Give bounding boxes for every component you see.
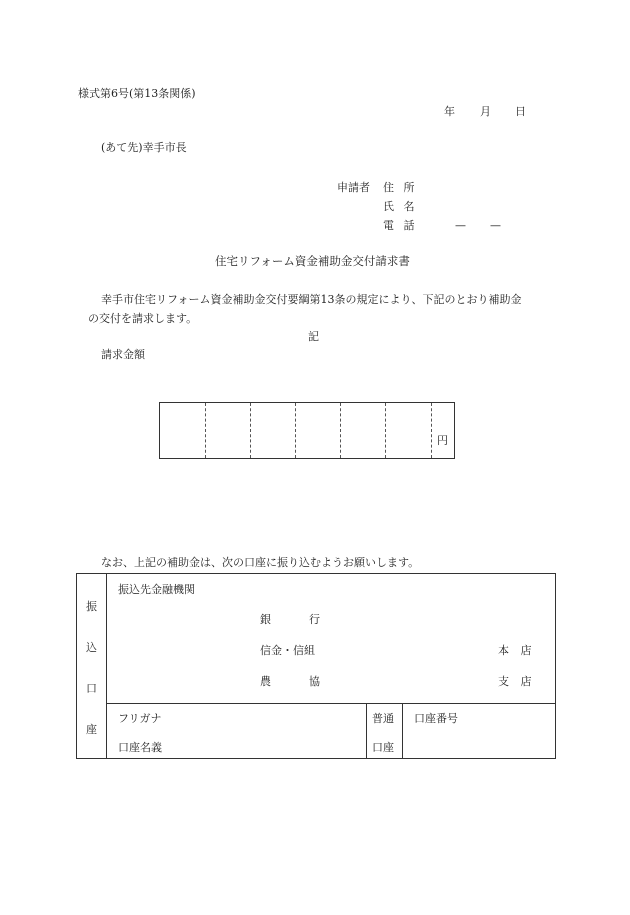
amount-label: 請求金額 bbox=[101, 348, 145, 361]
ki-mark: 記 bbox=[308, 330, 319, 343]
bank-table bbox=[76, 573, 556, 759]
document-title: 住宅リフォーム資金補助金交付請求書 bbox=[215, 254, 410, 268]
divider bbox=[366, 703, 367, 758]
account-holder-label: 口座名義 bbox=[118, 741, 162, 754]
form-number: 様式第6号(第13条関係) bbox=[78, 87, 196, 100]
date-year: 年 bbox=[444, 105, 455, 118]
address-label: 住 所 bbox=[383, 181, 415, 194]
amount-divider bbox=[431, 403, 432, 458]
bank-type-bank-2: 行 bbox=[309, 613, 320, 626]
side-char: 口 bbox=[86, 682, 97, 695]
body-line-1: 幸手市住宅リフォーム資金補助金交付要綱第13条の規定により、下記のとおり補助金 bbox=[101, 293, 522, 306]
name-label: 氏 名 bbox=[383, 200, 415, 213]
account-type-koza: 口座 bbox=[372, 741, 394, 754]
account-type-ordinary: 普通 bbox=[372, 712, 394, 725]
divider bbox=[106, 574, 107, 758]
head-office-label: 本 店 bbox=[498, 644, 532, 657]
phone-dash-1: — bbox=[455, 219, 466, 232]
side-char: 振 bbox=[86, 600, 97, 613]
furigana-label: フリガナ bbox=[118, 712, 162, 725]
amount-divider bbox=[205, 403, 206, 458]
phone-dash-2: — bbox=[490, 219, 501, 232]
side-char: 込 bbox=[86, 641, 97, 654]
bank-type-bank-1: 銀 bbox=[260, 613, 271, 626]
bank-type-nokyo-2: 協 bbox=[309, 675, 320, 688]
transfer-note: なお、上記の補助金は、次の口座に振り込むようお願いします。 bbox=[101, 556, 420, 569]
date-month: 月 bbox=[480, 105, 491, 118]
amount-unit: 円 bbox=[437, 434, 448, 447]
amount-divider bbox=[250, 403, 251, 458]
bank-type-shinkin: 信金・信組 bbox=[260, 644, 315, 657]
bank-type-nokyo-1: 農 bbox=[260, 675, 271, 688]
amount-divider bbox=[295, 403, 296, 458]
side-char: 座 bbox=[86, 723, 97, 736]
phone-label: 電 話 bbox=[383, 219, 415, 232]
institution-label: 振込先金融機関 bbox=[118, 583, 195, 596]
account-number-label: 口座番号 bbox=[414, 712, 458, 725]
date-day: 日 bbox=[515, 105, 526, 118]
divider bbox=[106, 703, 555, 704]
addressee: (あて先)幸手市長 bbox=[101, 141, 187, 154]
body-line-2: の交付を請求します。 bbox=[88, 312, 198, 325]
divider bbox=[402, 703, 403, 758]
branch-label: 支 店 bbox=[498, 675, 532, 688]
amount-divider bbox=[385, 403, 386, 458]
amount-divider bbox=[340, 403, 341, 458]
applicant-label: 申請者 bbox=[337, 181, 370, 194]
amount-box bbox=[159, 402, 455, 459]
